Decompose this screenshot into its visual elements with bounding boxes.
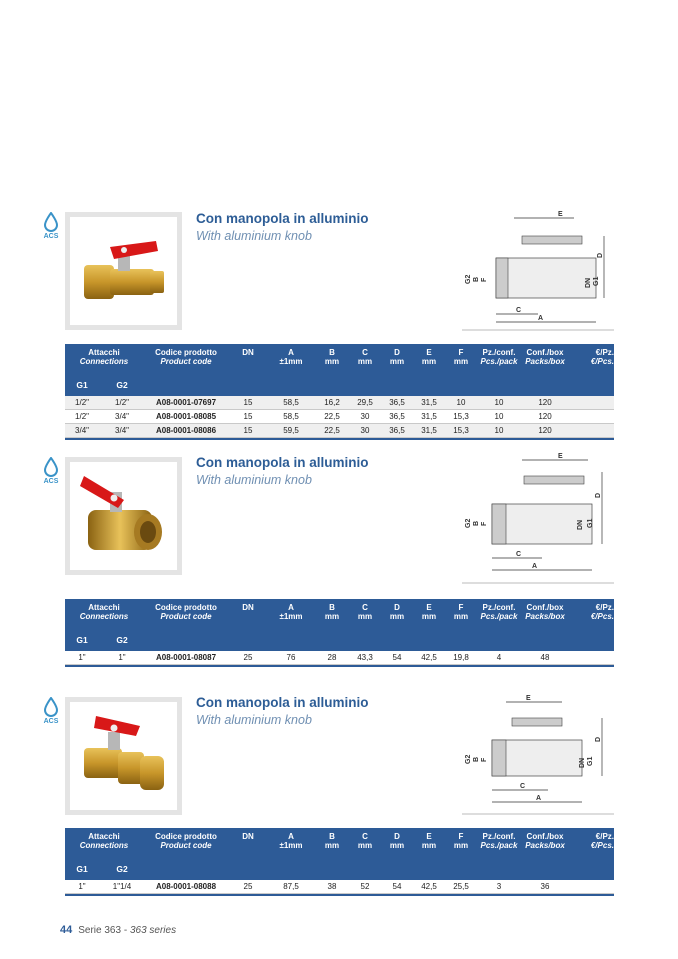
section-subtitle: With aluminium knob (196, 713, 312, 727)
section-subtitle: With aluminium knob (196, 473, 312, 487)
water-drop-icon (43, 457, 59, 477)
product-photo (65, 457, 182, 575)
drawing-label-e: E (558, 211, 563, 218)
page-number: 44 (60, 924, 73, 936)
product-table (65, 344, 614, 440)
water-drop-icon (43, 697, 59, 717)
drawing-label-g2: G2 (465, 518, 472, 528)
drawing-label-b: B (473, 756, 480, 762)
drawing-label-a: A (536, 795, 542, 802)
drawing-label-dn: DN (579, 757, 586, 768)
acs-label: ACS (43, 718, 59, 725)
drawing-label-b: B (473, 276, 480, 282)
drawing-label-g2: G2 (465, 754, 472, 764)
drawing-label-a: A (532, 563, 538, 570)
drawing-label-c: C (516, 551, 522, 558)
acs-label: ACS (43, 478, 59, 485)
drawing-label-g1: G1 (587, 756, 594, 766)
drawing-label-b: B (473, 520, 480, 526)
section-title: Con manopola in alluminio (196, 211, 369, 226)
drawing-label-c: C (520, 783, 526, 790)
product-table (65, 599, 614, 667)
acs-label: ACS (43, 233, 59, 240)
series-label-en: 363 series (129, 925, 177, 936)
drawing-label-dn: DN (585, 277, 592, 288)
table-row: 1/2" 3/4" A08-0001-08085 15 58,5 22,5 30 36,5 31,5 15,3 10 120 (65, 410, 614, 424)
drawing-label-e: E (526, 695, 531, 702)
product-table (65, 828, 614, 896)
drawing-label-d: D (595, 736, 602, 742)
table-row: 3/4" 3/4" A08-0001-08086 15 59,5 22,5 30 36,5 31,5 15,3 10 120 (65, 424, 614, 438)
acs-badge (38, 212, 64, 240)
drawing-label-dn: DN (577, 519, 584, 530)
table-bottom-rule (65, 438, 614, 440)
table-header: Attacchi Connections Codice prodotto Product code DN A ±1mm B mm C mm D mm E mm F mm Pz./conf. Pcs./pack Conf./box Packs/box €/Pz. €/Pcs. G1 G2 (65, 828, 614, 880)
technical-drawing (462, 690, 614, 818)
table-row: 1/2" 1/2" A08-0001-07697 15 58,5 16,2 29,5 36,5 31,5 10 10 120 (65, 396, 614, 410)
technical-drawing (462, 208, 614, 334)
table-header: Attacchi Connections Codice prodotto Product code DN A ±1mm B mm C mm D mm E mm F mm Pz./conf. Pcs./pack Conf./box Packs/box €/Pz. €/Pcs. G1 G2 (65, 599, 614, 651)
table-row: 1" 1"1/4 A08-0001-08088 25 87,5 38 52 54 42,5 25,5 3 36 (65, 880, 614, 894)
drawing-label-g1: G1 (593, 276, 600, 286)
drawing-label-f: F (481, 521, 488, 526)
drawing-label-f: F (481, 757, 488, 762)
acs-badge (38, 697, 64, 725)
drawing-label-a: A (538, 315, 544, 322)
drawing-label-g2: G2 (465, 274, 472, 284)
technical-drawing (462, 450, 614, 586)
table-header: Attacchi Connections Codice prodotto Product code DN A ±1mm B mm C mm D mm E mm F mm Pz./conf. Pcs./pack Conf./box Packs/box €/Pz. €/Pcs. G1 G2 (65, 344, 614, 396)
product-photo (65, 212, 182, 330)
drawing-label-f: F (481, 277, 488, 282)
section-subtitle: With aluminium knob (196, 229, 312, 243)
section-title: Con manopola in alluminio (196, 455, 369, 470)
table-bottom-rule (65, 665, 614, 667)
water-drop-icon (43, 212, 59, 232)
section-title: Con manopola in alluminio (196, 695, 369, 710)
drawing-label-g1: G1 (587, 518, 594, 528)
drawing-label-c: C (516, 307, 522, 314)
table-row: 1" 1" A08-0001-08087 25 76 28 43,3 54 42,5 19,8 4 48 (65, 651, 614, 665)
drawing-label-d: D (595, 492, 602, 498)
drawing-label-e: E (558, 453, 563, 460)
product-photo (65, 697, 182, 815)
acs-badge (38, 457, 64, 485)
series-label-it: Serie 363 - (78, 925, 128, 936)
table-bottom-rule (65, 894, 614, 896)
page-footer (60, 924, 176, 936)
drawing-label-d: D (597, 252, 604, 258)
